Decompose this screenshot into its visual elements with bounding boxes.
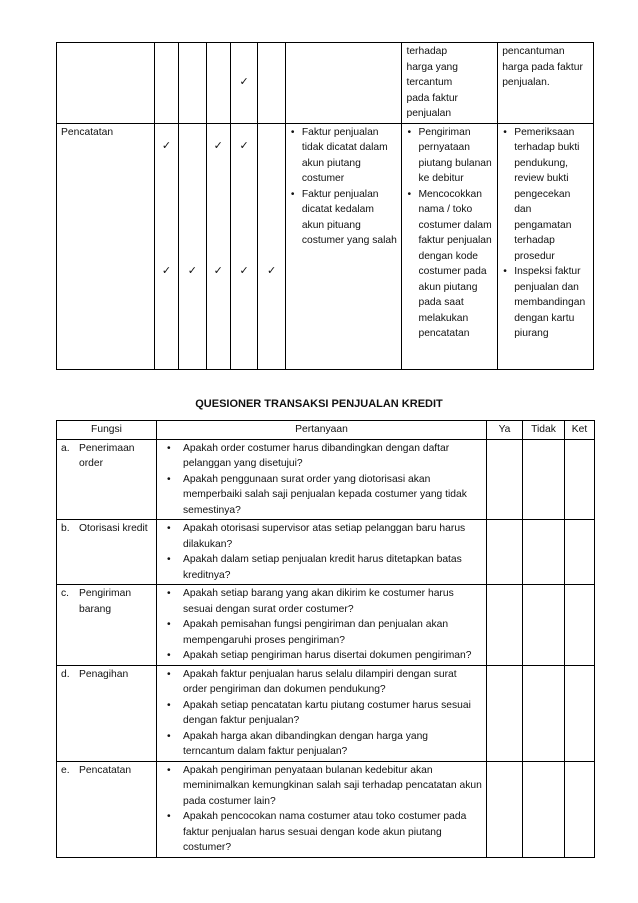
header-row — [57, 421, 595, 440]
procedure-cell — [498, 43, 594, 124]
check-mark-icon: ✓ — [239, 76, 249, 88]
check-mark-icon: ✓ — [239, 264, 249, 277]
ya-cell[interactable] — [487, 665, 523, 761]
question-item: • Apakah pencocokan nama costumer atau toko costumer pada faktur penjualan harus sesuai dengan kode akun piutang costumer? — [161, 809, 482, 856]
control-matrix-table — [56, 42, 594, 370]
text-line: penjualan — [406, 108, 452, 119]
question-item: • Apakah penggunaan surat order yang diotorisasi akan memperbaiki salah saji penjualan kepada costumer yang tidak semestinya? — [161, 472, 482, 519]
ya-cell[interactable] — [487, 520, 523, 585]
control-row-continued — [57, 43, 594, 124]
table-row — [57, 665, 595, 761]
activity-label: Pencatatan — [57, 123, 155, 369]
list-item: • Faktur penjualan dicatat kedalam akun pituang costumer yang salah — [290, 187, 398, 249]
check-mark-icon: ✓ — [161, 139, 172, 152]
question-item: • Apakah setiap pencatatan kartu piutang costumer harus sesuai dengan faktur penjualan? — [161, 698, 482, 729]
question-item: • Apakah setiap pengiriman harus disertai dokumen pengiriman? — [161, 648, 482, 664]
question-item: • Apakah pemisahan fungsi pengiriman dan penjualan akan mempengaruhi proses pengiriman? — [161, 617, 482, 648]
text-line: harga pada faktur — [502, 61, 583, 73]
control-row-pencatatan — [57, 123, 594, 369]
check-mark-icon: ✓ — [213, 264, 223, 277]
control-cell — [402, 43, 498, 124]
list-item: • Inspeksi faktur penjualan dan membandingan dengan kartu piurang — [502, 264, 589, 342]
row-letter: e. — [61, 764, 70, 776]
tidak-cell[interactable] — [523, 439, 565, 520]
table-row — [57, 520, 595, 585]
text-line: pencantuman — [502, 46, 565, 57]
text-line: pada faktur — [406, 92, 458, 104]
question-item: • Apakah harga akan dibandingkan dengan harga yang terncantum dalam faktur penjualan? — [161, 729, 482, 760]
tidak-cell[interactable] — [523, 520, 565, 585]
fungsi-label: Pengiriman barang — [79, 588, 132, 615]
check-mark-icon: ✓ — [239, 139, 249, 152]
question-item: • Apakah order costumer harus dibandingkan dengan daftar pelanggan yang disetujui? — [161, 441, 482, 472]
header-ket: Ket — [565, 421, 595, 440]
table-row — [57, 439, 595, 520]
tidak-cell[interactable] — [523, 665, 565, 761]
fungsi-label: Penerimaan order — [79, 442, 135, 469]
text-line: tercantum — [406, 77, 453, 88]
ket-cell[interactable] — [565, 761, 595, 857]
control-cell — [402, 123, 498, 369]
check-mark-icon: ✓ — [187, 264, 197, 277]
procedure-cell — [498, 123, 594, 369]
text-line: harga yang — [406, 61, 458, 73]
check-mark-icon: ✓ — [213, 139, 223, 152]
table-row — [57, 761, 595, 857]
list-item: • Mencocokkan nama / toko costumer dalam faktur penjualan dengan kode costumer pada akun piutang pada saat melakukan pencatatan — [406, 187, 493, 342]
question-item: • Apakah pengiriman penyataan bulanan kedebitur akan meminimalkan kemungkinan salah saji terhadap pencatatan akun pada costumer lain? — [161, 763, 482, 810]
ya-cell[interactable] — [487, 585, 523, 666]
tidak-cell[interactable] — [523, 761, 565, 857]
risk-cell — [285, 123, 402, 369]
ket-cell[interactable] — [565, 665, 595, 761]
questionnaire-title: QUESIONER TRANSAKSI PENJUALAN KREDIT — [195, 398, 443, 410]
header-ya: Ya — [487, 421, 523, 440]
fungsi-label: Otorisasi kredit — [79, 523, 148, 534]
questionnaire-table — [56, 420, 595, 858]
header-fungsi: Fungsi — [57, 421, 157, 440]
ya-cell[interactable] — [487, 439, 523, 520]
fungsi-label: Pencatatan — [79, 764, 132, 776]
risk-cell — [285, 43, 402, 124]
list-item: • Faktur penjualan tidak dicatat dalam akun piutang costumer — [290, 125, 398, 187]
ya-cell[interactable] — [487, 761, 523, 857]
text-line: penjualan. — [502, 77, 550, 88]
text-line: terhadap — [406, 46, 448, 57]
ket-cell[interactable] — [565, 585, 595, 666]
row-letter: c. — [61, 588, 70, 599]
header-tidak: Tidak — [523, 421, 565, 440]
question-item: • Apakah otorisasi supervisor atas setiap pelanggan baru harus dilakukan? — [161, 521, 482, 552]
row-letter: d. — [61, 668, 70, 680]
tidak-cell[interactable] — [523, 585, 565, 666]
row-letter: a. — [61, 442, 70, 454]
activity-cell — [57, 43, 155, 124]
question-item: • Apakah dalam setiap penjualan kredit harus ditetapkan batas kreditnya? — [161, 552, 482, 583]
ket-cell[interactable] — [565, 520, 595, 585]
ket-cell[interactable] — [565, 439, 595, 520]
list-item: • Pengiriman pernyataan piutang bulanan ke debitur — [406, 125, 493, 187]
table-row — [57, 585, 595, 666]
question-item: • Apakah faktur penjualan harus selalu dilampiri dengan surat order pengiriman dan dokumen pendukung? — [161, 667, 482, 698]
check-mark-icon: ✓ — [161, 264, 172, 277]
check-mark-icon: ✓ — [266, 264, 277, 277]
question-item: • Apakah setiap barang yang akan dikirim ke costumer harus sesuai dengan surat order costumer? — [161, 586, 482, 617]
header-pertanyaan: Pertanyaan — [157, 421, 487, 440]
fungsi-label: Penagihan — [79, 668, 129, 680]
list-item: • Pemeriksaan terhadap bukti pendukung, review bukti pengecekan dan pengamatan terhadap prosedur — [502, 125, 589, 265]
row-letter: b. — [61, 523, 70, 534]
